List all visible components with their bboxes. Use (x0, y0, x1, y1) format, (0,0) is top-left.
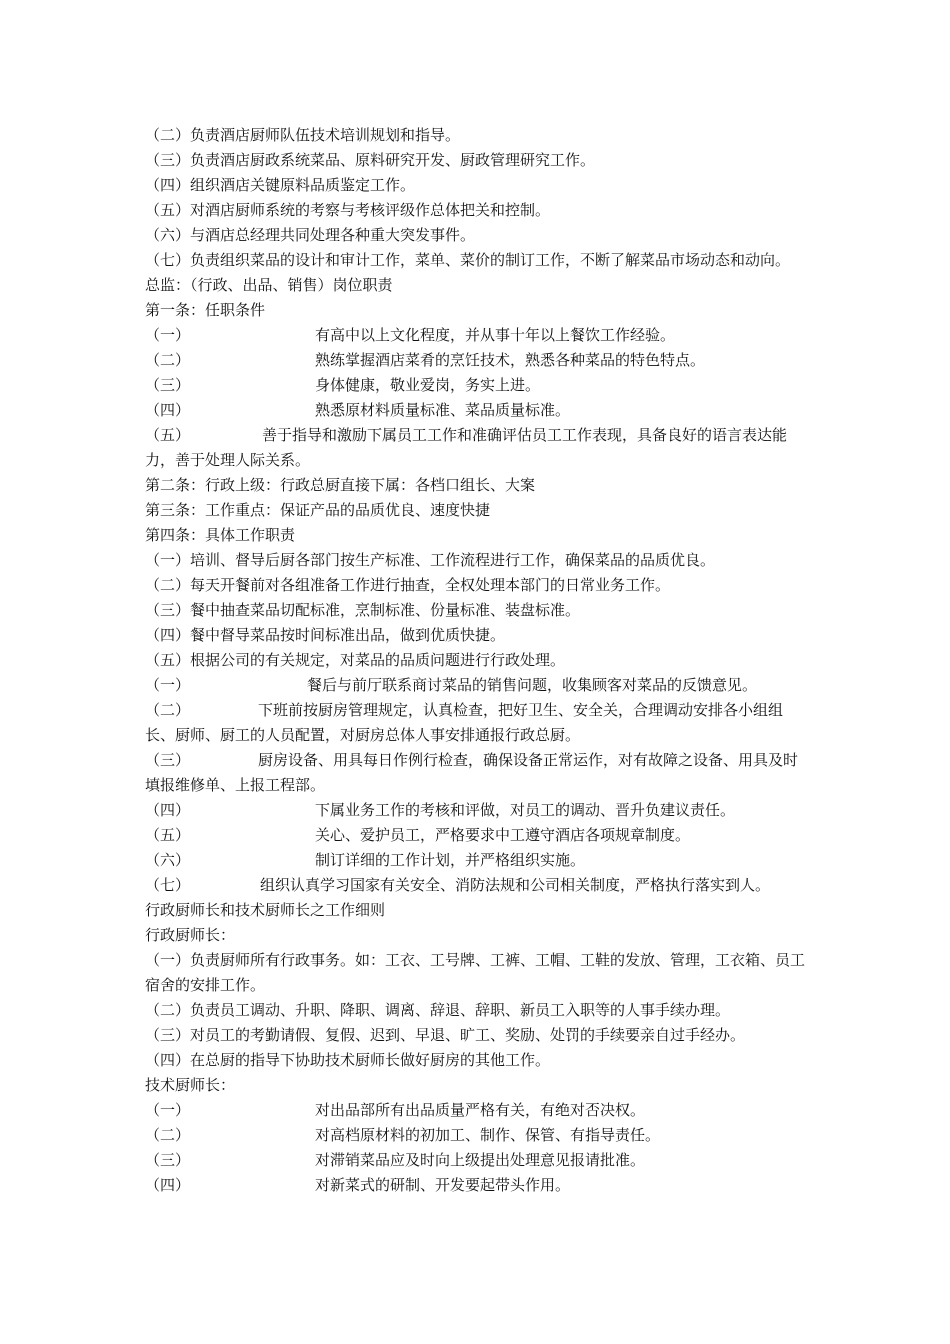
paragraph: （四）在总厨的指导下协助技术厨师长做好厨房的其他工作。 (145, 1051, 551, 1069)
item-text: 组织认真学习国家有关安全、消防法规和公司相关制度，严格执行落实到人。 (260, 876, 771, 894)
item-number: （四） (145, 401, 191, 419)
item-text: 对高档原材料的初加工、制作、保管、有指导责任。 (315, 1126, 661, 1144)
item-number: （三） (145, 376, 191, 394)
item-number: （一） (145, 326, 191, 344)
item-number: （三） (145, 1151, 191, 1169)
item-number: （四） (145, 1176, 191, 1194)
numbered-item (145, 1173, 810, 1198)
item-number: （四） (145, 801, 191, 819)
item-text: 对出品部所有出品质量严格有关，有绝对否决权。 (315, 1101, 646, 1119)
numbered-item (145, 398, 810, 423)
numbered-item (145, 798, 810, 823)
article-heading: 第一条：任职条件 (145, 301, 266, 319)
item-text: 有高中以上文化程度，并从事十年以上餐饮工作经验。 (315, 326, 676, 344)
numbered-item (145, 423, 810, 473)
paragraph: （六）与酒店总经理共同处理各种重大突发事件。 (145, 226, 476, 244)
item-text: 身体健康，敬业爱岗，务实上进。 (315, 376, 541, 394)
paragraph: （一）培训、督导后厨各部门按生产标准、工作流程进行工作，确保菜品的品质优良。 (145, 551, 716, 569)
paragraph: （四）组织酒店关键原料品质鉴定工作。 (145, 176, 416, 194)
paragraph: （一）负责厨师所有行政事务。如：工衣、工号牌、工裤、工帽、工鞋的发放、管理，工衣箱、员工宿舍的安排工作。 (145, 951, 806, 994)
item-number: （五） (145, 426, 191, 444)
item-text: 善于指导和激励下属员工工作和准确评估员工工作表现，具备良好的语言表达能力，善于处理人际关系。 (145, 426, 788, 469)
item-number: （六） (145, 851, 191, 869)
item-text: 餐后与前厅联系商讨菜品的销售问题，收集顾客对菜品的反馈意见。 (307, 676, 758, 694)
item-number: （三） (145, 751, 191, 769)
numbered-item (145, 748, 810, 798)
paragraph: （三）负责酒店厨政系统菜品、原料研究开发、厨政管理研究工作。 (145, 151, 596, 169)
paragraph: （七）负责组织菜品的设计和审计工作，菜单、菜价的制订工作，不断了解菜品市场动态和动向。 (145, 251, 791, 269)
numbered-item (145, 373, 810, 398)
article-heading: 第二条：行政上级：行政总厨直接下属：各档口组长、大案 (145, 476, 536, 494)
item-text: 下属业务工作的考核和评做，对员工的调动、晋升负建议责任。 (315, 801, 736, 819)
item-text: 关心、爱护员工，严格要求中工遵守酒店各项规章制度。 (315, 826, 691, 844)
paragraph: （二）每天开餐前对各组准备工作进行抽查，全权处理本部门的日常业务工作。 (145, 576, 671, 594)
item-number: （二） (145, 701, 191, 719)
item-number: （五） (145, 826, 191, 844)
item-text: 厨房设备、用具每日作例行检查，确保设备正常运作，对有故障之设备、用具及时填报维修单、上报工程部。 (145, 751, 799, 794)
numbered-item (145, 848, 810, 873)
item-text: 对新菜式的研制、开发要起带头作用。 (315, 1176, 571, 1194)
item-text: 熟悉原材料质量标准、菜品质量标准。 (315, 401, 571, 419)
numbered-item (145, 1123, 810, 1148)
numbered-item (145, 873, 810, 898)
item-number: （二） (145, 351, 191, 369)
item-text: 下班前按厨房管理规定，认真检查，把好卫生、安全关，合理调动安排各小组组长、厨师、厨工的人员配置，对厨房总体人事安排通报行政总厨。 (145, 701, 784, 744)
article-heading: 第三条：工作重点：保证产品的品质优良、速度快捷 (145, 501, 491, 519)
numbered-item (145, 698, 810, 748)
item-number: （一） (145, 1101, 191, 1119)
numbered-item (145, 673, 810, 698)
numbered-item (145, 323, 810, 348)
document-body (145, 123, 810, 1198)
item-number: （二） (145, 1126, 191, 1144)
numbered-item (145, 1098, 810, 1123)
paragraph: （二）负责员工调动、升职、降职、调离、辞退、辞职、新员工入职等的人事手续办理。 (145, 1001, 731, 1019)
paragraph: （三）餐中抽查菜品切配标准，烹制标准、份量标准、装盘标准。 (145, 601, 581, 619)
item-number: （七） (145, 876, 191, 894)
numbered-item (145, 348, 810, 373)
subsection-heading: 行政厨师长： (145, 926, 236, 944)
item-text: 对滞销菜品应及时向上级提出处理意见报请批准。 (315, 1151, 646, 1169)
subsection-heading: 技术厨师长： (145, 1076, 236, 1094)
article-heading: 第四条：具体工作职责 (145, 526, 296, 544)
paragraph: （四）餐中督导菜品按时间标准出品，做到优质快捷。 (145, 626, 506, 644)
paragraph: （五）对酒店厨师系统的考察与考核评级作总体把关和控制。 (145, 201, 551, 219)
numbered-item (145, 823, 810, 848)
item-text: 熟练掌握酒店菜肴的烹饪技术，熟悉各种菜品的特色特点。 (315, 351, 706, 369)
paragraph: （二）负责酒店厨师队伍技术培训规划和指导。 (145, 126, 461, 144)
section-heading: 行政厨师长和技术厨师长之工作细则 (145, 901, 386, 919)
paragraph: （三）对员工的考勤请假、复假、迟到、早退、旷工、奖励、处罚的手续要亲自过手经办。 (145, 1026, 746, 1044)
item-number: （一） (145, 676, 191, 694)
paragraph: （五）根据公司的有关规定，对菜品的品质问题进行行政处理。 (145, 651, 566, 669)
section-heading: 总监：（行政、出品、销售）岗位职责 (145, 276, 393, 294)
numbered-item (145, 1148, 810, 1173)
item-text: 制订详细的工作计划，并严格组织实施。 (315, 851, 586, 869)
